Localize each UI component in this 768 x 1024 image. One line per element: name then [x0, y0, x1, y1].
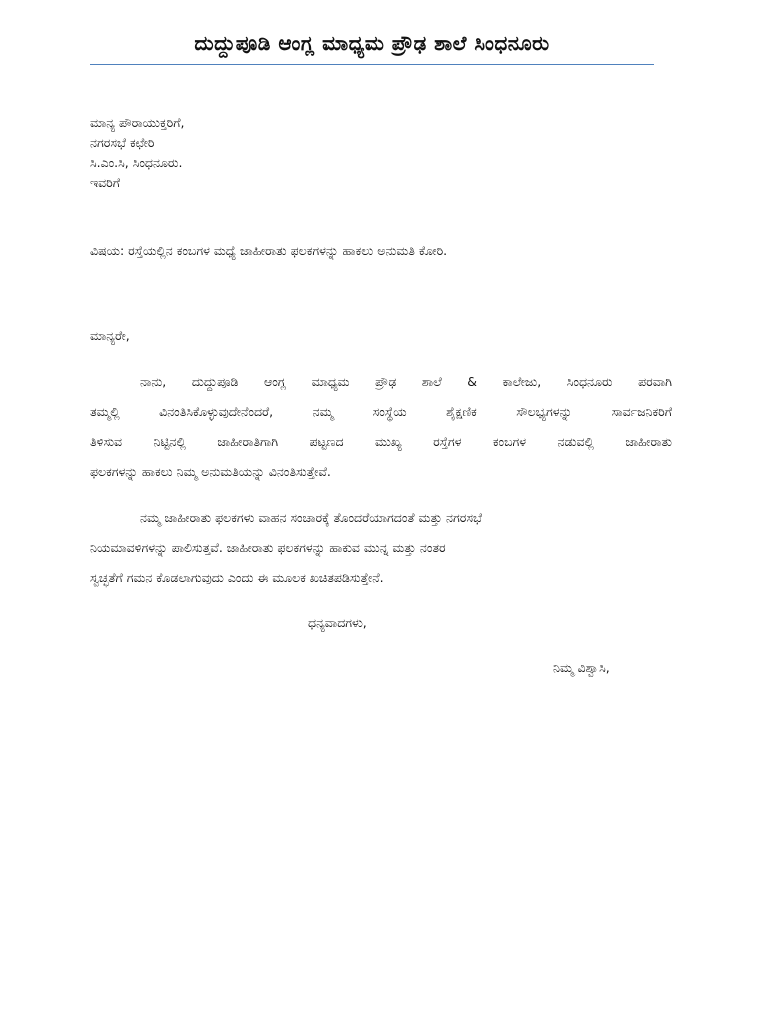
paragraph-line: ನಾನು, ದುದ್ದುಪೂಡಿ ಆಂಗ್ಲ ಮಾಧ್ಯಮ ಪ್ರೌಢ ಶಾಲೆ & ಕಾಲೇಜು, ಸಿಂಧನೂರು ಪರವಾಗಿ — [140, 374, 672, 389]
letterhead — [90, 28, 654, 58]
paragraph-line: ನಿಯಮಾವಳಿಗಳನ್ನು ಪಾಲಿಸುತ್ತವೆ. ಜಾಹೀರಾತು ಫಲಕಗಳನ್ನು ಹಾಕುವ ಮುನ್ನ ಮತ್ತು ನಂತರ — [90, 540, 446, 555]
letterhead-title: ದುದ್ದುಪೂಡಿ ಆಂಗ್ಲ ಮಾಧ್ಯಮ ಪ್ರೌಢ ಶಾಲೆ ಸಿಂಧನೂರು — [194, 31, 550, 55]
body-paragraph-1 — [90, 367, 672, 487]
recipient-line: ಸಿ.ಎಂ.ಸಿ, ಸಿಂಧನೂರು. — [90, 155, 183, 170]
paragraph-line: ಫಲಕಗಳನ್ನು ಹಾಕಲು ನಿಮ್ಮ ಅನುಮತಿಯನ್ನು ವಿನಂತಿಸುತ್ತೇವೆ. — [90, 464, 331, 479]
closing-thanks: ಧನ್ಯವಾದಗಳು, — [308, 615, 367, 630]
salutation: ಮಾನ್ಯರೇ, — [90, 328, 130, 343]
recipient-line: ಇವರಿಗೆ — [90, 175, 121, 190]
recipient-line: ನಗರಸಭೆ ಕಛೇರಿ — [90, 135, 155, 150]
recipient-line: ಮಾನ್ಯ ಪೌರಾಯುಕ್ತರಿಗೆ, — [90, 115, 185, 130]
letterhead-divider — [90, 64, 654, 65]
subject-line: ವಿಷಯ: ರಸ್ತೆಯಲ್ಲಿನ ಕಂಬಗಳ ಮಧ್ಯೆ ಜಾಹೀರಾತು ಫಲಕಗಳನ್ನು ಹಾಕಲು ಅನುಮತಿ ಕೋರಿ. — [90, 243, 448, 258]
paragraph-line: ತಿಳಿಸುವ ನಿಟ್ಟಿನಲ್ಲಿ ಜಾಹೀರಾತಿಗಾಗಿ ಪಟ್ಟಣದ ಮುಖ್ಯ ರಸ್ತೆಗಳ ಕಂಬಗಳ ನಡುವಲ್ಲಿ ಜಾಹೀರಾತು — [90, 434, 672, 449]
paragraph-line: ನಮ್ಮ ಜಾಹೀರಾತು ಫಲಕಗಳು ವಾಹನ ಸಂಚಾರಕ್ಕೆ ತೊಂದರೆಯಾಗದಂತೆ ಮತ್ತು ನಗರಸಭೆ — [140, 510, 483, 525]
paragraph-line: ತಮ್ಮಲ್ಲಿ ವಿನಂತಿಸಿಕೊಳ್ಳುವುದೇನೆಂದರೆ, ನಮ್ಮ ಸಂಸ್ಥೆಯ ಶೈಕ್ಷಣಿಕ ಸೌಲಭ್ಯಗಳನ್ನು ಸಾರ್ವಜನಿಕರಿಗೆ — [90, 404, 672, 419]
body-paragraph-2 — [90, 503, 672, 593]
recipient-address — [90, 113, 185, 193]
paragraph-line: ಸ್ವಚ್ಛತೆಗೆ ಗಮನ ಕೊಡಲಾಗುವುದು ಎಂದು ಈ ಮೂಲಕ ಖಚಿತಪಡಿಸುತ್ತೇನೆ. — [90, 570, 384, 585]
signoff: ನಿಮ್ಮ ವಿಶ್ವಾಸಿ, — [553, 660, 610, 675]
